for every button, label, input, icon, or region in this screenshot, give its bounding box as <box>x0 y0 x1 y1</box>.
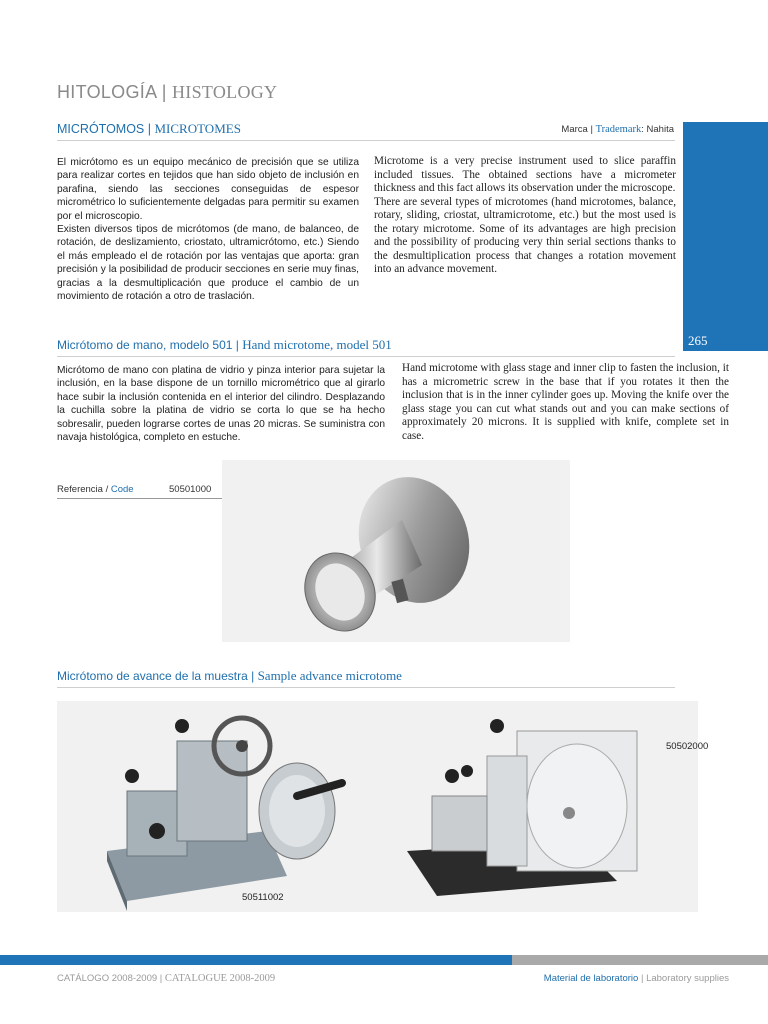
footer-right-sep: | <box>638 973 647 984</box>
intro-es <box>57 156 359 303</box>
hand-title-es: Micrótomo de mano, modelo 501 <box>57 338 233 352</box>
reference-code-block <box>57 484 240 499</box>
adv-title-en: Sample advance microtome <box>257 668 402 683</box>
section-title-es: HITOLOGÍA <box>57 82 157 102</box>
subsection-title-es: MICRÓTOMOS <box>57 122 145 136</box>
hand-microtome-title <box>57 337 392 353</box>
footer-catalogue <box>57 973 275 984</box>
microtome-50502000-image <box>407 719 637 896</box>
brand-line <box>561 124 674 135</box>
subsection-title <box>57 121 241 137</box>
advance-divider <box>57 687 675 688</box>
hand-divider <box>57 356 675 357</box>
brand-trademark: Trademark <box>595 124 642 135</box>
footer-left-es: CATÁLOGO 2008-2009 <box>57 973 158 984</box>
hand-desc-es: Micrótomo de mano con platina de vidrio y pinza interior para sujetar la inclusión, en la base dispone de un tornillo micrométrico que al girarlo hace subir la inclusión contenida en el interior del cilindro. Desplazando la cuchilla sobre la platina de vidrio se corta lo que se ha hecho sobresalir, pueden lograrse cortes de unas 20 micras. Se suministra con navaja histológica, completo en estuche. <box>57 365 385 444</box>
footer-left-en: CATALOGUE 2008-2009 <box>164 973 276 984</box>
page-number: 265 <box>688 333 708 348</box>
footer-category <box>544 973 729 984</box>
advance-microtome-title <box>57 668 402 684</box>
section-title-en: HISTOLOGY <box>171 82 278 102</box>
adv-title-sep: | <box>247 669 258 683</box>
adv-title-es: Micrótomo de avance de la muestra <box>57 669 248 683</box>
code-label: Code <box>110 484 134 495</box>
intro-en <box>374 155 676 277</box>
ref-label: Referencia <box>57 484 103 495</box>
intro-es-p2: Existen diversos tipos de micrótomos (de mano, de balanceo, de rotación, de deslizamiento, criostato, ultramicrótomo, etc.) Siendo el más empleado el de rotación por las ventajas que aporta: gran precisión y la posibilidad de producir secciones en serie muy finas, gracias a la desmultiplicación que produce el cambio de un movimiento de rotación a otro de traslación. <box>57 224 359 303</box>
hand-microtome-image <box>222 460 570 642</box>
footer-left-sep: | <box>157 973 165 984</box>
subsection-title-sep: | <box>144 122 155 136</box>
microtome-50511002-image <box>107 718 342 911</box>
footer-bar-blue <box>0 955 512 965</box>
intro-es-p1: El micrótomo es un equipo mecánico de precisión que se utiliza para realizar cortes en tejidos que han sido objeto de inclusión en parafina, siendo las secciones conseguidas de espesor micrométrico lo suficientemente delgadas para permitir su examen por el microscopio. <box>57 157 359 222</box>
brand-sep: | <box>587 124 596 135</box>
advance-microtome-photo <box>57 701 709 912</box>
footer-right-es: Material de laboratorio <box>543 973 639 984</box>
section-title <box>57 82 277 103</box>
side-tab <box>683 122 768 351</box>
ref-underline <box>57 498 240 499</box>
footer-bar-gray <box>512 955 768 965</box>
hand-microtome-photo <box>222 460 570 642</box>
intro-en-p2: There are several types of microtomes (hand microtomes, balance, rotary, sliding, criostat, ultramicrotome, etc.) but the most used is the rotary microtome. Some of its advantages are high precision and the possibility of producing very thin serial sections thanks to the desmultiplication process that changes a rotation movement into an advance movement. <box>374 195 676 275</box>
hand-title-sep: | <box>232 338 243 352</box>
hand-title-en: Hand microtome, model 501 <box>242 337 392 352</box>
brand-marca: Marca <box>561 124 588 135</box>
section-title-sep: | <box>156 82 172 102</box>
ref-sep: / <box>102 484 111 495</box>
advance-microtome-images <box>57 701 698 912</box>
advance-code-right: 50502000 <box>666 741 709 752</box>
hand-desc-en: Hand microtome with glass stage and inner clip to fasten the inclusion, it has a micrometric screw in the base that if you rotates it then the inclusion that is in the inner cylinder goes up. Moving the knife over the glass stage you can cut what stands out and you can make sections of approximately 20 microns. It is supplied with knife, complete set in case. <box>402 362 729 442</box>
footer-right-en: Laboratory supplies <box>646 973 729 984</box>
brand-colon: : <box>641 124 647 135</box>
advance-code-left: 50511002 <box>242 892 284 903</box>
subsection-divider <box>57 140 675 141</box>
brand-name: Nahita <box>646 124 674 135</box>
subsection-title-en: MICROTOMES <box>154 121 241 136</box>
hand-code-value: 50501000 <box>169 484 212 495</box>
intro-en-p1: Microtome is a very precise instrument used to slice paraffin included tissues. The obtained sections have a micrometer thickness and this fact allows its observation under the microscope. <box>374 155 676 194</box>
